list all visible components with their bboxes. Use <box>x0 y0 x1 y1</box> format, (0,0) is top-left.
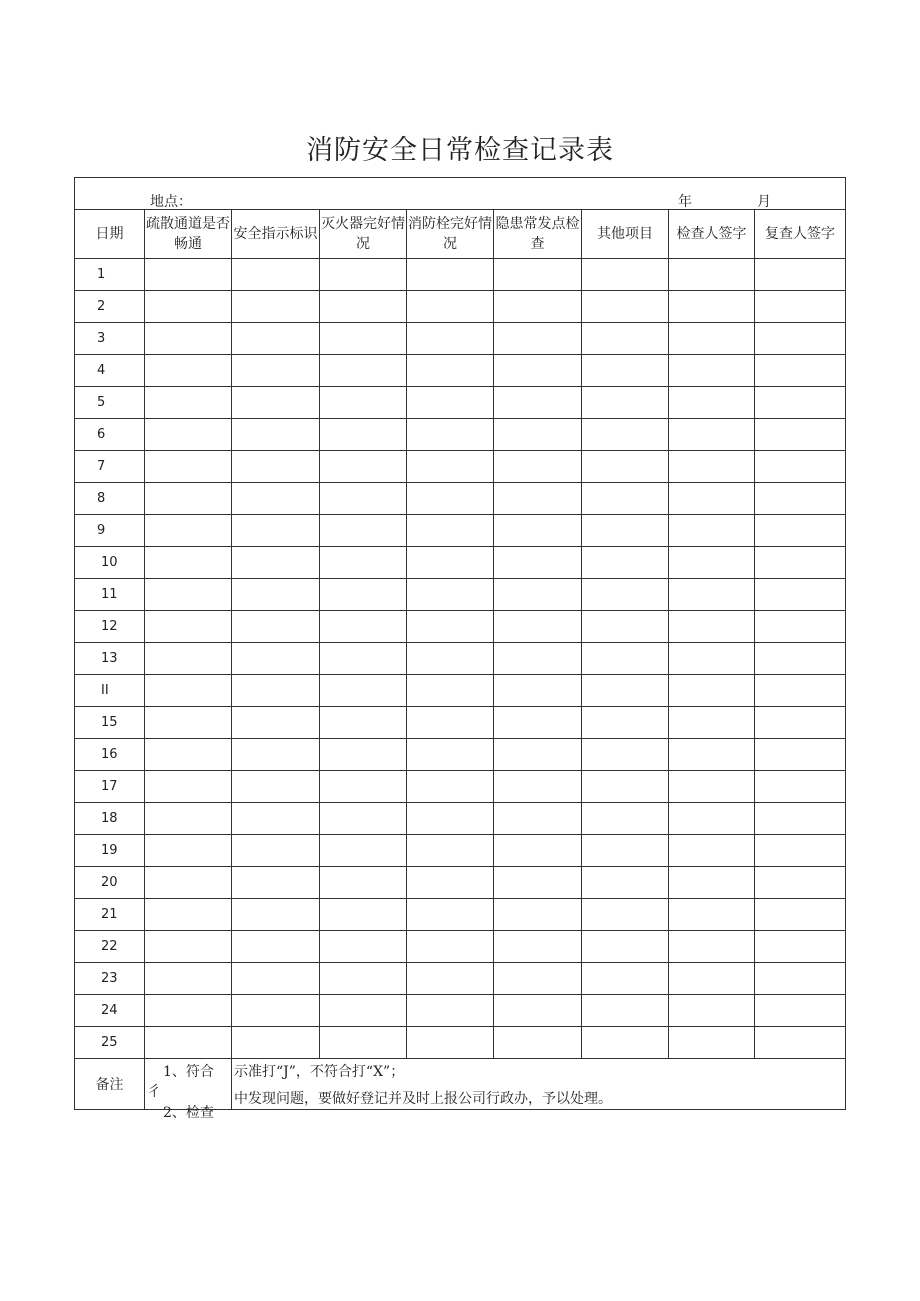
table-cell[interactable] <box>494 483 582 515</box>
table-row <box>75 771 846 803</box>
row-date-number: 7 <box>75 451 145 483</box>
table-cell[interactable] <box>232 771 320 803</box>
table-cell[interactable] <box>145 963 232 995</box>
table-cell[interactable] <box>755 835 846 867</box>
table-cell[interactable] <box>407 355 494 387</box>
table-cell[interactable] <box>494 899 582 931</box>
table-cell[interactable] <box>320 387 407 419</box>
table-cell[interactable] <box>145 995 232 1027</box>
table-row <box>75 515 846 547</box>
table-cell[interactable] <box>494 931 582 963</box>
table-cell[interactable] <box>407 803 494 835</box>
table-cell[interactable] <box>320 707 407 739</box>
row-date-number: 6 <box>75 419 145 451</box>
row-date-number: 12 <box>75 611 145 643</box>
table-cell[interactable] <box>145 355 232 387</box>
table-cell[interactable] <box>145 259 232 291</box>
table-cell[interactable] <box>232 291 320 323</box>
table-cell[interactable] <box>320 1027 407 1059</box>
table-cell[interactable] <box>407 963 494 995</box>
table-row <box>75 1027 846 1059</box>
table-cell[interactable] <box>755 547 846 579</box>
table-row <box>75 867 846 899</box>
row-date-number: 23 <box>75 963 145 995</box>
table-cell[interactable] <box>755 931 846 963</box>
table-cell[interactable] <box>407 643 494 675</box>
table-cell[interactable] <box>582 419 669 451</box>
table-cell[interactable] <box>145 931 232 963</box>
table-row <box>75 579 846 611</box>
table-cell[interactable] <box>582 515 669 547</box>
table-cell[interactable] <box>320 739 407 771</box>
table-cell[interactable] <box>320 803 407 835</box>
table-cell[interactable] <box>669 387 755 419</box>
table-cell[interactable] <box>407 771 494 803</box>
table-cell[interactable] <box>407 547 494 579</box>
table-cell[interactable] <box>145 387 232 419</box>
table-cell[interactable] <box>669 515 755 547</box>
table-cell[interactable] <box>232 931 320 963</box>
page-title: 消防安全日常检查记录表 <box>306 135 614 166</box>
table-cell[interactable] <box>494 579 582 611</box>
table-row <box>75 611 846 643</box>
table-row <box>75 739 846 771</box>
table-cell[interactable] <box>755 515 846 547</box>
column-header-inspector: 检查人签字 <box>669 210 755 259</box>
table-cell[interactable] <box>582 611 669 643</box>
table-row <box>75 803 846 835</box>
table-cell[interactable] <box>407 259 494 291</box>
table-cell[interactable] <box>145 1027 232 1059</box>
table-cell[interactable] <box>320 291 407 323</box>
table-cell[interactable] <box>145 835 232 867</box>
table-cell[interactable] <box>232 323 320 355</box>
table-cell[interactable] <box>494 963 582 995</box>
table-cell[interactable] <box>755 259 846 291</box>
table-row <box>75 995 846 1027</box>
table-row <box>75 547 846 579</box>
table-cell[interactable] <box>407 451 494 483</box>
table-cell[interactable] <box>582 963 669 995</box>
table-cell[interactable] <box>407 579 494 611</box>
table-cell[interactable] <box>145 579 232 611</box>
notes-row <box>75 1059 846 1110</box>
table-cell[interactable] <box>232 579 320 611</box>
table-cell[interactable] <box>232 355 320 387</box>
column-header-extinguisher: 灭火器完好情况 <box>320 210 407 259</box>
table-cell[interactable] <box>582 931 669 963</box>
table-cell[interactable] <box>669 291 755 323</box>
table-cell[interactable] <box>582 835 669 867</box>
table-cell[interactable] <box>320 675 407 707</box>
notes-mid-cell <box>145 1059 232 1121</box>
table-cell[interactable] <box>755 1027 846 1059</box>
column-header-reviewer: 复查人签字 <box>755 210 846 259</box>
table-cell[interactable] <box>582 899 669 931</box>
table-row <box>75 323 846 355</box>
table-cell[interactable] <box>755 899 846 931</box>
table-cell[interactable] <box>320 899 407 931</box>
table-cell[interactable] <box>407 867 494 899</box>
table-row <box>75 259 846 291</box>
table-cell[interactable] <box>582 867 669 899</box>
notes-mid-line3: 2、检查 <box>163 1105 214 1121</box>
table-cell[interactable] <box>407 387 494 419</box>
table-cell[interactable] <box>407 291 494 323</box>
table-cell[interactable] <box>232 739 320 771</box>
table-cell[interactable] <box>669 835 755 867</box>
table-cell[interactable] <box>407 483 494 515</box>
table-cell[interactable] <box>494 611 582 643</box>
row-date-number: II <box>75 675 145 707</box>
table-row <box>75 355 846 387</box>
table-cell[interactable] <box>669 579 755 611</box>
column-header-signage: 安全指示标识 <box>232 210 320 259</box>
table-cell[interactable] <box>494 835 582 867</box>
table-cell[interactable] <box>582 803 669 835</box>
table-cell[interactable] <box>494 291 582 323</box>
table-cell[interactable] <box>494 387 582 419</box>
table-row <box>75 835 846 867</box>
table-cell[interactable] <box>232 803 320 835</box>
table-cell[interactable] <box>320 835 407 867</box>
table-cell[interactable] <box>582 739 669 771</box>
table-cell[interactable] <box>669 323 755 355</box>
table-cell[interactable] <box>407 835 494 867</box>
table-cell[interactable] <box>669 675 755 707</box>
table-cell[interactable] <box>494 259 582 291</box>
table-cell[interactable] <box>145 515 232 547</box>
table-cell[interactable] <box>582 675 669 707</box>
table-cell[interactable] <box>407 707 494 739</box>
row-date-number: 19 <box>75 835 145 867</box>
table-cell[interactable] <box>669 611 755 643</box>
table-cell[interactable] <box>145 867 232 899</box>
location-label: 地点： <box>150 194 192 210</box>
table-cell[interactable] <box>145 803 232 835</box>
table-cell[interactable] <box>145 675 232 707</box>
table-cell[interactable] <box>494 1027 582 1059</box>
table-cell[interactable] <box>320 867 407 899</box>
table-cell[interactable] <box>494 739 582 771</box>
table-cell[interactable] <box>494 355 582 387</box>
table-cell[interactable] <box>582 291 669 323</box>
table-cell[interactable] <box>669 483 755 515</box>
table-cell[interactable] <box>145 483 232 515</box>
table-row <box>75 419 846 451</box>
row-date-number: 3 <box>75 323 145 355</box>
row-date-number: 2 <box>75 291 145 323</box>
table-cell[interactable] <box>232 387 320 419</box>
table-cell[interactable] <box>407 611 494 643</box>
table-cell[interactable] <box>232 451 320 483</box>
table-cell[interactable] <box>407 419 494 451</box>
table-cell[interactable] <box>232 675 320 707</box>
table-cell[interactable] <box>669 547 755 579</box>
notes-label: 备注 <box>75 1059 145 1110</box>
table-row <box>75 675 846 707</box>
table-cell[interactable] <box>755 579 846 611</box>
row-date-number: 22 <box>75 931 145 963</box>
table-cell[interactable] <box>582 483 669 515</box>
table-cell[interactable] <box>232 963 320 995</box>
table-cell[interactable] <box>320 259 407 291</box>
table-cell[interactable] <box>320 483 407 515</box>
table-cell[interactable] <box>494 675 582 707</box>
table-cell[interactable] <box>232 547 320 579</box>
table-cell[interactable] <box>755 483 846 515</box>
table-cell[interactable] <box>232 867 320 899</box>
row-date-number: 9 <box>75 515 145 547</box>
table-cell[interactable] <box>669 355 755 387</box>
table-cell[interactable] <box>669 963 755 995</box>
table-cell[interactable] <box>145 739 232 771</box>
table-cell[interactable] <box>494 771 582 803</box>
table-row <box>75 451 846 483</box>
table-cell[interactable] <box>669 995 755 1027</box>
notes-mid-line2: 彳 <box>147 1084 161 1100</box>
row-date-number: 20 <box>75 867 145 899</box>
table-cell[interactable] <box>494 867 582 899</box>
table-cell[interactable] <box>407 899 494 931</box>
table-cell[interactable] <box>494 547 582 579</box>
table-row <box>75 387 846 419</box>
table-cell[interactable] <box>232 995 320 1027</box>
table-cell[interactable] <box>755 323 846 355</box>
row-date-number: 1 <box>75 259 145 291</box>
table-cell[interactable] <box>320 931 407 963</box>
table-cell[interactable] <box>320 995 407 1027</box>
table-cell[interactable] <box>494 643 582 675</box>
table-cell[interactable] <box>582 643 669 675</box>
table-cell[interactable] <box>320 419 407 451</box>
table-cell[interactable] <box>145 899 232 931</box>
table-cell[interactable] <box>320 611 407 643</box>
table-cell[interactable] <box>407 675 494 707</box>
table-cell[interactable] <box>407 995 494 1027</box>
column-header-hazard: 隐患常发点检查 <box>494 210 582 259</box>
table-cell[interactable] <box>145 707 232 739</box>
table-cell[interactable] <box>145 547 232 579</box>
table-cell[interactable] <box>320 515 407 547</box>
table-cell[interactable] <box>407 515 494 547</box>
inspection-table <box>74 177 846 1121</box>
table-cell[interactable] <box>755 611 846 643</box>
table-cell[interactable] <box>320 643 407 675</box>
table-cell[interactable] <box>232 1027 320 1059</box>
table-cell[interactable] <box>755 387 846 419</box>
table-cell[interactable] <box>320 579 407 611</box>
table-cell[interactable] <box>494 515 582 547</box>
table-cell[interactable] <box>669 1027 755 1059</box>
table-cell[interactable] <box>407 1027 494 1059</box>
table-cell[interactable] <box>145 611 232 643</box>
row-date-number: 17 <box>75 771 145 803</box>
table-cell[interactable] <box>755 643 846 675</box>
table-cell[interactable] <box>669 451 755 483</box>
table-cell[interactable] <box>755 419 846 451</box>
row-date-number: 13 <box>75 643 145 675</box>
table-row <box>75 963 846 995</box>
row-date-number: 21 <box>75 899 145 931</box>
column-header-row <box>75 210 846 259</box>
table-cell[interactable] <box>755 995 846 1027</box>
table-cell[interactable] <box>582 771 669 803</box>
table-cell[interactable] <box>145 323 232 355</box>
table-cell[interactable] <box>494 419 582 451</box>
year-label: 年 <box>678 194 692 210</box>
row-date-number: 25 <box>75 1027 145 1059</box>
table-cell[interactable] <box>669 771 755 803</box>
table-cell[interactable] <box>582 995 669 1027</box>
table-cell[interactable] <box>755 707 846 739</box>
column-header-other: 其他项目 <box>582 210 669 259</box>
table-cell[interactable] <box>320 771 407 803</box>
table-cell[interactable] <box>494 707 582 739</box>
table-cell[interactable] <box>407 931 494 963</box>
table-cell[interactable] <box>582 259 669 291</box>
table-cell[interactable] <box>582 387 669 419</box>
table-cell[interactable] <box>755 739 846 771</box>
table-cell[interactable] <box>669 899 755 931</box>
notes-line2: 中发现问题，要做好登记并及时上报公司行政办，予以处理。 <box>234 1091 612 1107</box>
table-cell[interactable] <box>407 323 494 355</box>
table-cell[interactable] <box>494 451 582 483</box>
row-date-number: 18 <box>75 803 145 835</box>
table-cell[interactable] <box>582 323 669 355</box>
table-cell[interactable] <box>755 355 846 387</box>
table-cell[interactable] <box>669 867 755 899</box>
table-cell[interactable] <box>582 707 669 739</box>
row-date-number: 24 <box>75 995 145 1027</box>
table-cell[interactable] <box>755 963 846 995</box>
row-date-number: 4 <box>75 355 145 387</box>
table-cell[interactable] <box>320 323 407 355</box>
table-cell[interactable] <box>669 803 755 835</box>
row-date-number: 15 <box>75 707 145 739</box>
table-cell[interactable] <box>232 515 320 547</box>
column-header-date: 日期 <box>75 210 145 259</box>
table-cell[interactable] <box>755 291 846 323</box>
table-cell[interactable] <box>145 771 232 803</box>
table-cell[interactable] <box>232 611 320 643</box>
table-cell[interactable] <box>232 419 320 451</box>
table-cell[interactable] <box>582 547 669 579</box>
table-cell[interactable] <box>232 483 320 515</box>
table-cell[interactable] <box>755 803 846 835</box>
table-cell[interactable] <box>145 419 232 451</box>
table-row <box>75 931 846 963</box>
table-cell[interactable] <box>669 931 755 963</box>
row-date-number: 16 <box>75 739 145 771</box>
table-cell[interactable] <box>755 451 846 483</box>
table-cell[interactable] <box>232 643 320 675</box>
notes-mid-line1: 1、符合 <box>163 1064 214 1080</box>
notes-line1: 示准打“J”，不符合打“X”； <box>234 1064 405 1080</box>
table-cell[interactable] <box>582 451 669 483</box>
column-header-hydrant: 消防栓完好情况 <box>407 210 494 259</box>
table-cell[interactable] <box>494 323 582 355</box>
table-cell[interactable] <box>145 643 232 675</box>
row-date-number: 10 <box>75 547 145 579</box>
table-cell[interactable] <box>755 675 846 707</box>
table-row <box>75 899 846 931</box>
table-cell[interactable] <box>232 259 320 291</box>
info-row <box>75 178 846 210</box>
table-cell[interactable] <box>755 771 846 803</box>
table-row <box>75 643 846 675</box>
table-cell[interactable] <box>755 867 846 899</box>
table-cell[interactable] <box>669 419 755 451</box>
row-date-number: 11 <box>75 579 145 611</box>
table-cell[interactable] <box>582 1027 669 1059</box>
table-cell[interactable] <box>232 707 320 739</box>
table-cell[interactable] <box>494 803 582 835</box>
month-label: 月 <box>757 194 771 210</box>
row-date-number: 5 <box>75 387 145 419</box>
table-cell[interactable] <box>320 963 407 995</box>
table-cell[interactable] <box>669 643 755 675</box>
table-cell[interactable] <box>320 355 407 387</box>
table-cell[interactable] <box>582 355 669 387</box>
table-row <box>75 707 846 739</box>
table-cell[interactable] <box>232 899 320 931</box>
column-header-evacuation: 疏散通道是否畅通 <box>145 210 232 259</box>
table-cell[interactable] <box>669 739 755 771</box>
table-cell[interactable] <box>320 451 407 483</box>
table-cell[interactable] <box>582 579 669 611</box>
table-cell[interactable] <box>145 451 232 483</box>
table-row <box>75 483 846 515</box>
notes-text-cell <box>232 1059 846 1110</box>
table-cell[interactable] <box>145 291 232 323</box>
table-cell[interactable] <box>494 995 582 1027</box>
table-cell[interactable] <box>232 835 320 867</box>
table-cell[interactable] <box>669 707 755 739</box>
row-date-number: 8 <box>75 483 145 515</box>
table-cell[interactable] <box>320 547 407 579</box>
table-cell[interactable] <box>407 739 494 771</box>
table-cell[interactable] <box>669 259 755 291</box>
table-row <box>75 291 846 323</box>
